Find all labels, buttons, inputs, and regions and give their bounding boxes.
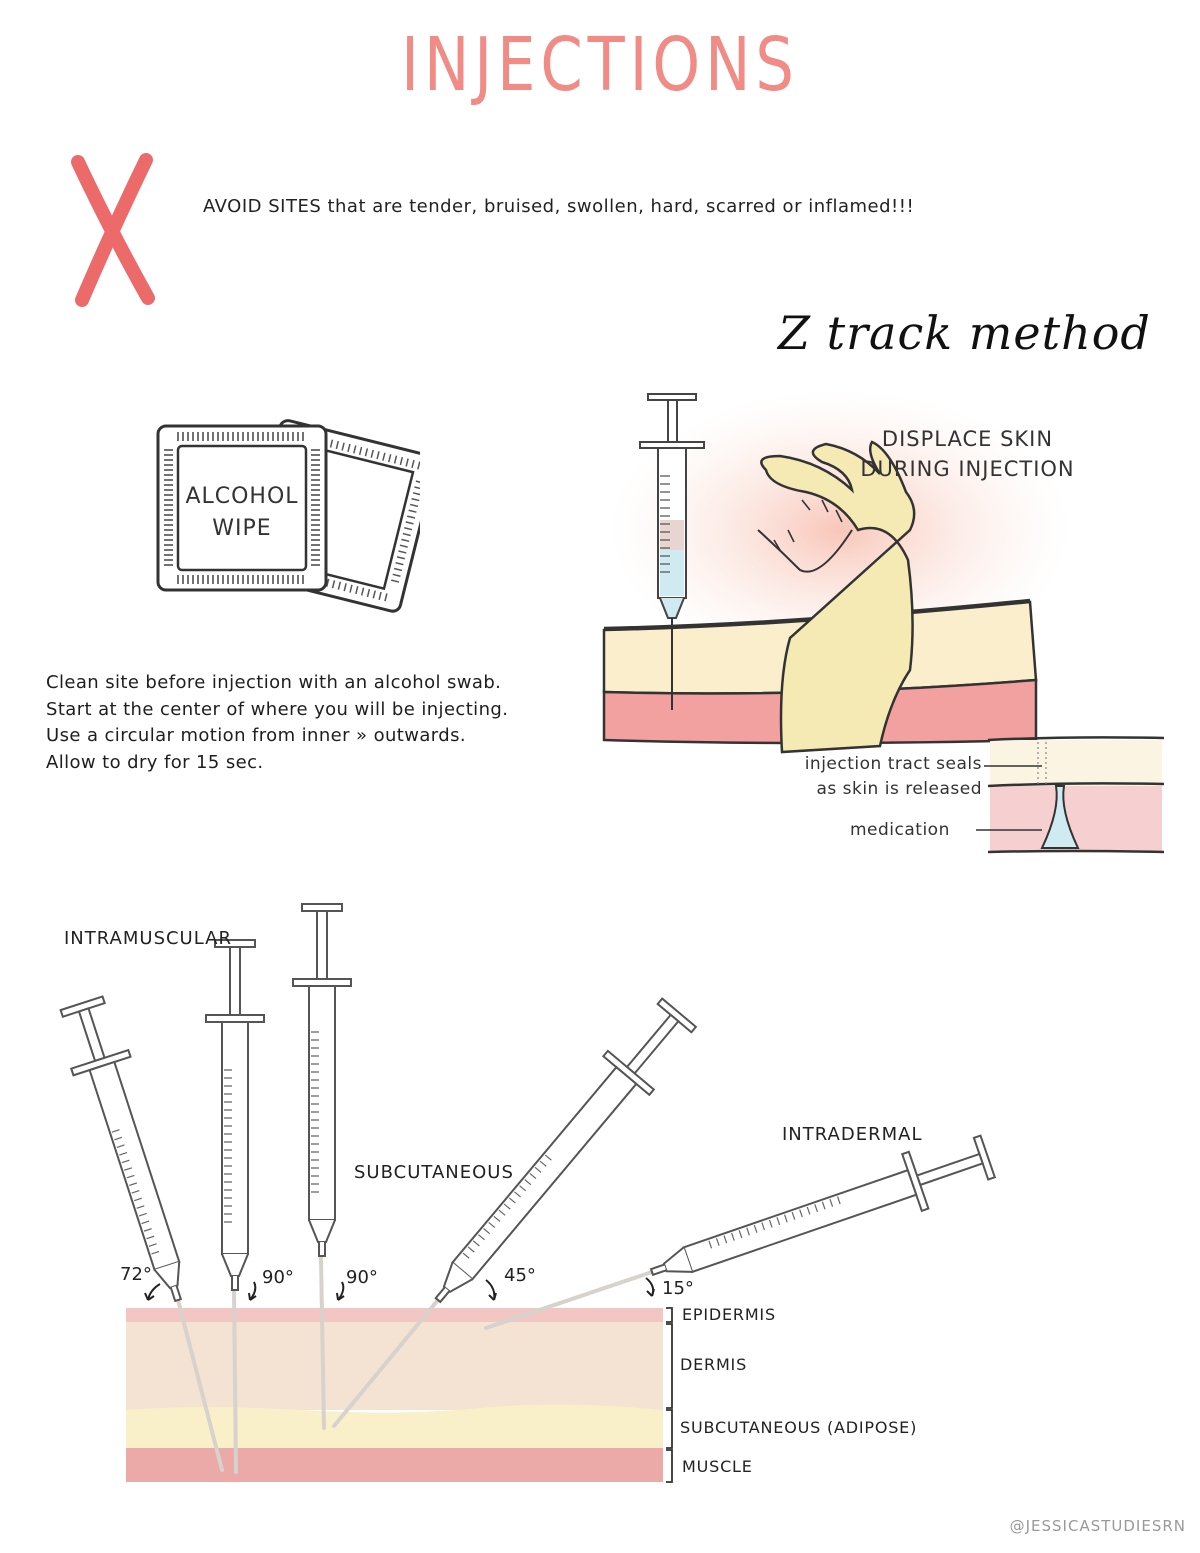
angle-label-90-sc: 90° (346, 1267, 378, 1288)
z-track-title: Z track method (778, 306, 1151, 360)
avoid-sites-text: AVOID SITES that are tender, bruised, swollen, hard, scarred or inflamed!!! (203, 196, 915, 217)
angle-label-72: 72° (120, 1264, 152, 1285)
page-title: INJECTIONS (401, 22, 799, 108)
injection-tract-line2: as skin is released (816, 779, 982, 799)
displace-skin-line1: DISPLACE SKIN (881, 427, 1054, 451)
muscle-layer (126, 1448, 663, 1482)
intramuscular-syringe-72 (53, 994, 206, 1309)
instruction-line: Clean site before injection with an alcohol swab. (46, 672, 502, 693)
dermis-layer (126, 1322, 663, 1410)
layer-label-adipose: SUBCUTANEOUS (ADIPOSE) (680, 1418, 918, 1437)
angle-label-15: 15° (662, 1278, 694, 1299)
layer-label-muscle: MUSCLE (682, 1457, 753, 1476)
author-credit: @JESSICASTUDIESRN (1009, 1517, 1186, 1535)
intramuscular-label: INTRAMUSCULAR (64, 928, 232, 949)
layer-label-epidermis: EPIDERMIS (682, 1305, 776, 1324)
intradermal-label: INTRADERMAL (782, 1124, 923, 1145)
displace-skin-line2: DURING INJECTION (860, 457, 1075, 481)
instruction-line: Allow to dry for 15 sec. (46, 751, 264, 773)
instruction-line: Start at the center of where you will be injecting. (46, 698, 509, 720)
angle-label-45: 45° (504, 1265, 536, 1286)
injection-tract-line1: injection tract seals (804, 754, 982, 774)
subcutaneous-label: SUBCUTANEOUS (354, 1162, 514, 1183)
intradermal-syringe-15 (642, 1128, 997, 1300)
subcutaneous-syringe-90 (293, 904, 351, 1256)
alcohol-wipe-label-line1: ALCOHOL (185, 484, 299, 509)
medication-label: medication (850, 820, 950, 840)
layer-label-dermis: DERMIS (680, 1355, 748, 1374)
epidermis-layer (126, 1308, 663, 1322)
angle-label-90-im: 90° (262, 1267, 294, 1288)
alcohol-wipe-label-line2: WIPE (212, 516, 272, 541)
instruction-line: Use a circular motion from inner » outwards. (46, 725, 467, 746)
intramuscular-syringe-90 (206, 940, 264, 1290)
layer-brackets (666, 1308, 672, 1482)
